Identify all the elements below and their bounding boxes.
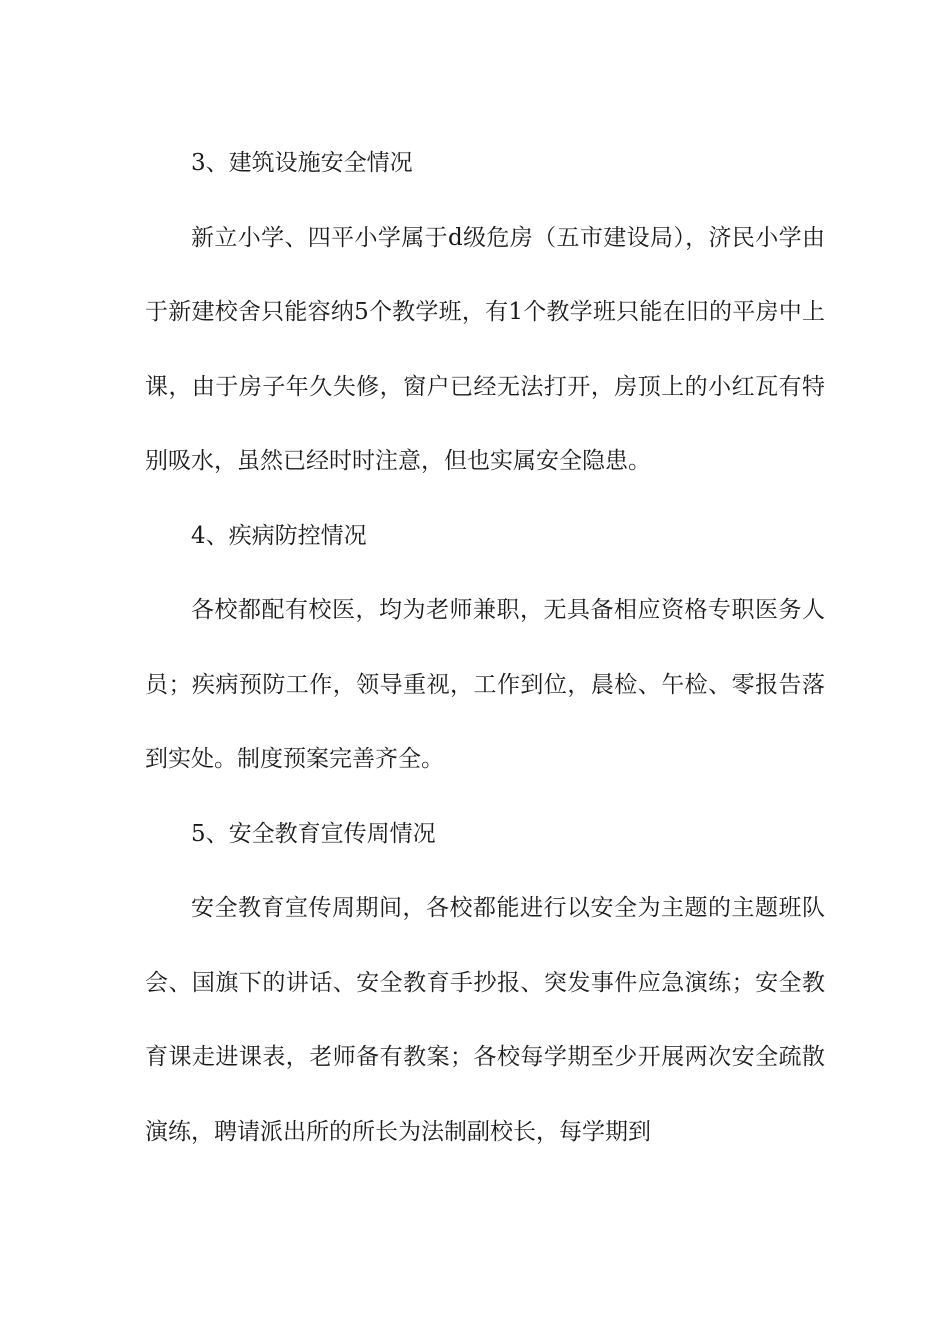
section-heading-safety-education-week: 5、安全教育宣传周情况 — [191, 820, 436, 847]
section-heading-disease-control: 4、疾病防控情况 — [191, 522, 367, 549]
paragraph-safety-education-week: 安全教育宣传周期间，各校都能进行以安全为主题的主题班队会、国旗下的讲话、安全教育手抄报、突发事件应急演练；安全教育课走进课表，老师备有教案；各校每学期至少开展两次安全疏散演练，聘请派出所的所长为法制副校长，每学期到 — [145, 895, 825, 1145]
paragraph-disease-control: 各校都配有校医，均为老师兼职，无具备相应资格专职医务人员；疾病预防工作，领导重视，工作到位，晨检、午检、零报告落到实处。制度预案完善齐全。 — [145, 597, 825, 772]
section-heading-building-safety: 3、建筑设施安全情况 — [191, 150, 413, 176]
paragraph-building-safety: 新立小学、四平小学属于d级危房（五市建设局），济民小学由于新建校舍只能容纳5个教学班，有1个教学班只能在旧的平房中上课，由于房子年久失修，窗户已经无法打开，房顶上的小红瓦有特别吸水，虽然已经时时注意，但也实属安全隐患。 — [145, 224, 825, 474]
document-body — [145, 126, 825, 1169]
